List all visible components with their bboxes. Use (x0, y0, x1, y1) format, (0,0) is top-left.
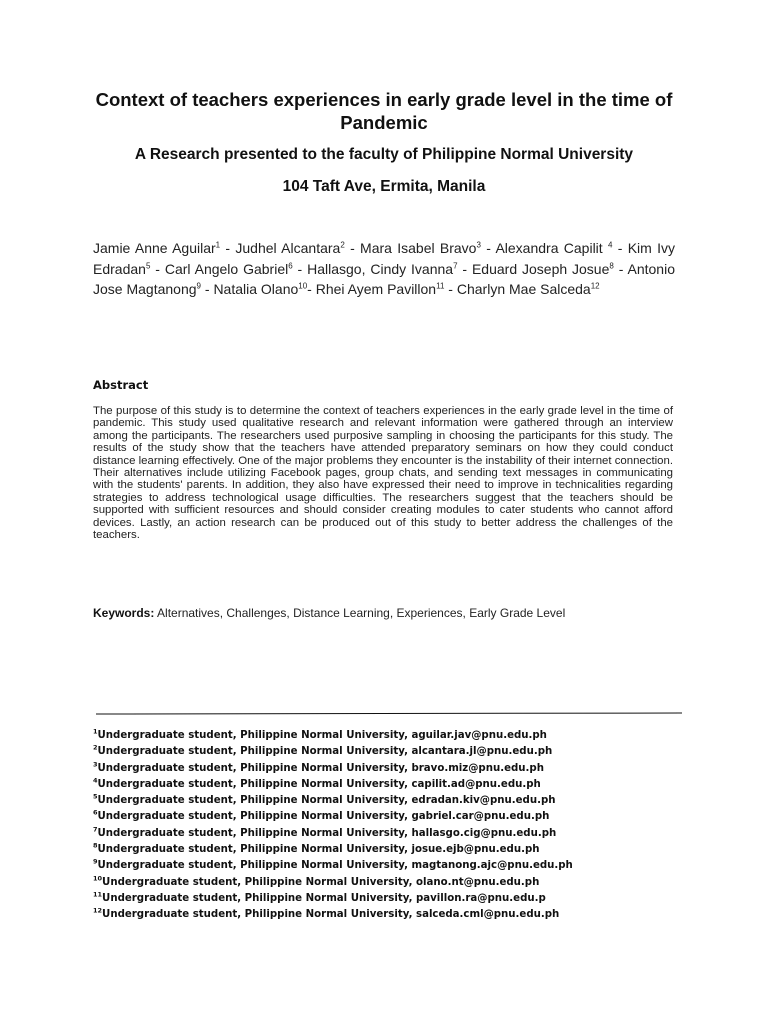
author-name: Natalia Olano (213, 281, 299, 297)
footnote-number: 9 (93, 857, 98, 866)
footnote-item (93, 875, 693, 891)
footnote-text: Undergraduate student, Philippine Normal University, edradan.kiv@pnu.edu.ph (97, 795, 556, 807)
footnote-item (93, 842, 693, 858)
author-name: Charlyn Mae Salceda (456, 281, 591, 297)
footnote-text: Undergraduate student, Philippine Normal University, josue.ejb@pnu.edu.ph (97, 844, 540, 856)
footnote-text: Undergraduate student, Philippine Normal University, olano.nt@pnu.edu.ph (102, 876, 540, 888)
footnote-number: 7 (93, 825, 98, 834)
footnote-number: 2 (93, 743, 98, 752)
footnote-item (93, 793, 693, 809)
footnote-text: Undergraduate student, Philippine Normal University, magtanong.ajc@pnu.edu.ph (97, 860, 573, 872)
footnote-number: 4 (93, 776, 98, 785)
author-separator: - (612, 240, 628, 256)
footnote-number: 6 (93, 809, 98, 818)
footnote-divider (96, 712, 682, 714)
author-affiliation-number: 9 (196, 281, 201, 291)
footnote-number: 8 (93, 841, 98, 850)
footnote-number: 12 (93, 906, 103, 915)
footnote-text: Undergraduate student, Philippine Normal University, alcantara.jl@pnu.edu.ph (97, 746, 553, 758)
author-affiliation-number: 12 (590, 281, 600, 291)
author-affiliation-number: 6 (288, 260, 293, 270)
footnote-text: Undergraduate student, Philippine Normal University, salceda.cml@pnu.edu.ph (102, 909, 560, 921)
author-name: Kim Ivy Edradan (93, 240, 676, 277)
author-separator: - (444, 281, 457, 297)
abstract-heading: Abstract (93, 378, 149, 392)
footnote-text: Undergraduate student, Philippine Normal University, pavillon.ra@pnu.edu.p (102, 892, 546, 904)
author-separator: - (200, 281, 214, 297)
author-name: Hallasgo, Cindy Ivanna (307, 260, 454, 277)
footnote-item (93, 809, 693, 825)
author-separator: - (344, 240, 361, 256)
author-affiliation-number: 3 (476, 240, 481, 250)
author-list (93, 238, 675, 300)
author-affiliation-number: 10 (298, 281, 308, 291)
keywords-label: Keywords: (93, 606, 155, 620)
author-affiliation-number: 7 (453, 260, 458, 270)
footnote-number: 10 (93, 874, 103, 883)
footnote-number: 11 (93, 890, 103, 899)
author-affiliation-number: 2 (340, 240, 345, 250)
footnote-number: 3 (93, 760, 98, 769)
author-affiliation-number: 8 (609, 260, 614, 270)
footnote-text: Undergraduate student, Philippine Normal University, gabriel.car@pnu.edu.ph (97, 811, 550, 823)
author-affiliation-number: 4 (607, 240, 613, 250)
author-name: Antonio Jose Magtanong (93, 260, 675, 297)
author-separator: - (150, 260, 165, 277)
paper-subtitle: A Research presented to the faculty of Philippine Normal University (134, 146, 634, 163)
university-address: 104 Taft Ave, Ermita, Manila (282, 178, 486, 195)
footnote-item (93, 891, 693, 907)
footnote-text: Undergraduate student, Philippine Normal University, bravo.miz@pnu.edu.ph (97, 762, 544, 774)
footnote-item (93, 728, 693, 744)
footnote-text: Undergraduate student, Philippine Normal University, aguilar.jav@pnu.edu.ph (97, 730, 547, 741)
footnote-item (93, 858, 693, 874)
author-separator: - (220, 240, 236, 256)
footnote-item (93, 761, 693, 777)
footnote-item (93, 777, 693, 793)
footnote-text: Undergraduate student, Philippine Normal University, capilit.ad@pnu.edu.ph (97, 778, 541, 790)
author-separator: - (292, 260, 308, 277)
author-separator: - (480, 240, 496, 256)
footnote-item (93, 907, 693, 923)
author-name: Alexandra Capilit (495, 240, 608, 256)
author-separator: - (613, 260, 628, 277)
author-name: Jamie Anne Aguilar (93, 240, 216, 256)
author-affiliation-number: 5 (145, 260, 151, 270)
author-name: Judhel Alcantara (235, 240, 341, 256)
footnote-list (93, 728, 693, 924)
paper-title: Context of teachers experiences in early grade level in the time of Pandemic (95, 89, 673, 133)
author-separator: - (457, 260, 472, 277)
author-name: Mara Isabel Bravo (360, 240, 477, 256)
keywords-line (93, 605, 683, 621)
author-affiliation-number: 1 (215, 240, 221, 250)
footnote-item (93, 826, 693, 842)
keywords-list: Alternatives, Challenges, Distance Learning, Experiences, Early Grade Level (154, 606, 566, 620)
author-name: Eduard Joseph Josue (471, 260, 610, 277)
footnote-text: Undergraduate student, Philippine Normal University, hallasgo.cig@pnu.edu.ph (97, 827, 557, 839)
author-separator: - (307, 281, 316, 297)
footnote-number: 5 (93, 792, 98, 801)
author-name: Carl Angelo Gabriel (164, 260, 289, 277)
author-affiliation-number: 11 (436, 281, 445, 291)
footnote-item (93, 744, 693, 760)
author-name: Rhei Ayem Pavillon (315, 281, 437, 297)
abstract-body: The purpose of this study is to determine the context of teachers experiences in the early grade level in the time of pandemic. This study used qualitative research and relevant information were gathered through an interview among the participants. The researchers used purposive sampling in choosing the participants for this study. The results of the study show that the teachers have attended preparatory seminars on how they could conduct distance learning effectively. One of the major problems they encounter is the instability of their internet connection. Their alternatives include utilizing Facebook pages, group chats, and sending text messages in communicating with the students' parents. In addition, they also have expressed their need to improve in technicalities regarding strategies to address technological usage difficulties. The researchers suggest that the teachers should be supported with sufficient resources and should consider creating modules to cater students who cannot afford devices. Lastly, an action research can be produced out of this study to better address the challenges of the teachers. (93, 405, 673, 542)
footnote-number: 1 (93, 727, 98, 736)
